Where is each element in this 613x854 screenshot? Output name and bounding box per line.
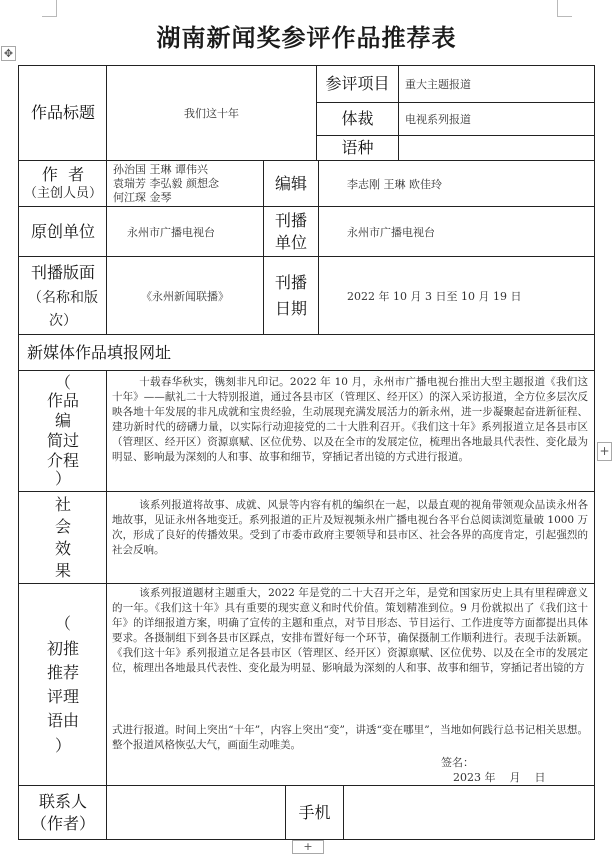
brief-text[interactable]: 十载春华秋实，镌刻非凡印记。2022 年 10 月，永州市广播电视台推出大型主题报道《我们这十年》——献礼二十大特别报道，通过各县市区（管理区、经开区）的深入采访报道，全方位多层次反映各地十年发展的非凡成就和宝贵经验，生动展现充满发展活力的新永州，进一步凝聚起奋进新征程、建功新时代的磅礴力量，以实际行动迎接党的二十大胜利召开。《我们这十年》系列报道立足各县市区（管理区、经开区）资源禀赋、区位优势、以及在全市的发展定位，梳理出各地最具代表性、变化最为明显、影响最为深刻的人和事、故事和细节，穿插记者出镜的方式进行报道。	[112, 376, 588, 463]
effect-label-line: 社	[54, 494, 71, 514]
language-value[interactable]	[399, 136, 594, 160]
publisher-label	[264, 207, 318, 256]
date-value[interactable]: 2022 年 10 月 3 日至 10 月 19 日	[347, 289, 522, 303]
edition-label-line: 刊播版面	[30, 262, 95, 282]
review-label-line: 语由	[46, 710, 79, 730]
author-label-line: 作 者	[41, 164, 85, 184]
phone-label: 手机	[298, 802, 331, 822]
table-move-handle-icon[interactable]: ✥	[1, 46, 16, 61]
brief-label-line: 作品	[46, 391, 79, 410]
author-label	[19, 161, 107, 206]
work-title-value[interactable]: 我们这十年	[184, 107, 239, 120]
brief-label	[19, 371, 107, 491]
signature-label: 签名：	[441, 756, 474, 769]
genre-label: 体裁	[341, 109, 374, 128]
edition-label	[19, 257, 107, 334]
publisher-label-line: 单位	[274, 232, 307, 252]
date-label-line: 刊播	[274, 272, 307, 292]
url-value[interactable]	[210, 335, 594, 370]
editor-label: 编辑	[274, 173, 307, 193]
edition-label-line: （名称和版	[28, 289, 98, 306]
date-label-line: 日期	[274, 298, 307, 318]
author-line: 何江琛 金琴	[113, 190, 172, 204]
review-label-line: 评理	[46, 686, 79, 706]
edition-label-line: 次）	[49, 312, 77, 329]
contact-label-line: （作者）	[30, 813, 95, 833]
category-label: 参评项目	[325, 74, 390, 93]
brief-label-line: 介程	[46, 451, 79, 470]
brief-label-line: 编	[54, 411, 71, 430]
brief-label-line: 简过	[46, 431, 79, 450]
effect-text[interactable]: 该系列报道将故事、成就、风景等内容有机的编织在一起，以最直观的视角带领观众品读永州各地故事，见证永州各地变迁。系列报道的正片及短视频永州广播电视台各平台总阅读浏览量破 1000 万次，形成了良好的传播效果。受到了市委市政府主要领导和县市区、社会各界的高度肯定，引起强烈的社会反响。	[112, 499, 588, 556]
phone-value[interactable]	[344, 786, 594, 839]
effect-label-line: 会	[54, 516, 71, 536]
review-text-continued[interactable]: 式进行报道。时间上突出“十年”，内容上突出“变”，讲透“变在哪里”，当地如何践行总书记相关思想。整个报道风格恢弘大气，画面生动唯美。	[112, 724, 588, 751]
genre-value[interactable]: 电视系列报道	[405, 113, 471, 126]
add-row-icon[interactable]: +	[292, 840, 324, 854]
work-title-label: 作品标题	[30, 103, 95, 122]
url-label: 新媒体作品填报网址	[27, 342, 172, 362]
review-text[interactable]: 该系列报道题材主题重大，2022 年是党的二十大召开之年，是党和国家历史上具有里程碑意义的一年。《我们这十年》具有重要的现实意义和时代价值。策划精准到位。9 月份就拟出了《我们这十年》的详细报道方案，明确了宣传的主题和重点，对节目形态、节目运行、工作进度等方面都提出具体要求。各摄制组下到各县市区踩点，安排布置好每一个环节，确保摄制工作顺利进行。表现手法新颖。《我们这十年》系列报道立足各县市区（管理区、经开区）资源禀赋、区位优势、以及在全市的发展定位，梳理出各地最具代表性、变化最为明显、影响最为深刻的人和事、故事和细节，穿插记者出镜的方	[112, 587, 588, 674]
authors-value[interactable]	[107, 161, 263, 206]
edition-value[interactable]: 《永州新闻联播》	[141, 289, 229, 303]
review-label	[19, 584, 107, 785]
origin-value[interactable]: 永州市广播电视台	[127, 225, 215, 239]
publisher-label-line: 刊播	[274, 210, 307, 230]
publisher-value[interactable]: 永州市广播电视台	[347, 225, 435, 239]
review-label-line: 初推	[46, 638, 79, 658]
origin-label: 原创单位	[30, 221, 95, 241]
contact-label-line: 联系人	[38, 791, 87, 811]
author-line: 袁瑞芳 李弘毅 颜想念	[113, 176, 219, 190]
contact-value[interactable]	[107, 786, 285, 839]
effect-label	[19, 492, 107, 583]
editor-value[interactable]: 李志刚 王琳 欧佳玲	[347, 177, 442, 191]
effect-label-line: 果	[54, 560, 71, 580]
review-label-line: 推荐	[46, 662, 79, 682]
effect-label-line: 效	[54, 538, 71, 558]
brief-label-line: （	[54, 373, 71, 392]
date-label	[264, 257, 318, 334]
review-label-line: ）	[54, 735, 71, 755]
review-label-line: （	[54, 613, 71, 633]
category-value[interactable]: 重大主题报道	[405, 78, 471, 91]
page-title: 湖南新闻奖参评作品推荐表	[156, 24, 457, 52]
author-label-sub: （主创人员）	[23, 185, 102, 201]
contact-label	[19, 786, 107, 839]
brief-label-line: ）	[54, 469, 71, 488]
signature-date: 2023 年 月 日	[453, 771, 546, 784]
add-column-icon[interactable]: +	[597, 442, 612, 461]
author-line: 孙治国 王琳 谭伟兴	[113, 162, 208, 176]
language-label: 语种	[341, 138, 374, 157]
